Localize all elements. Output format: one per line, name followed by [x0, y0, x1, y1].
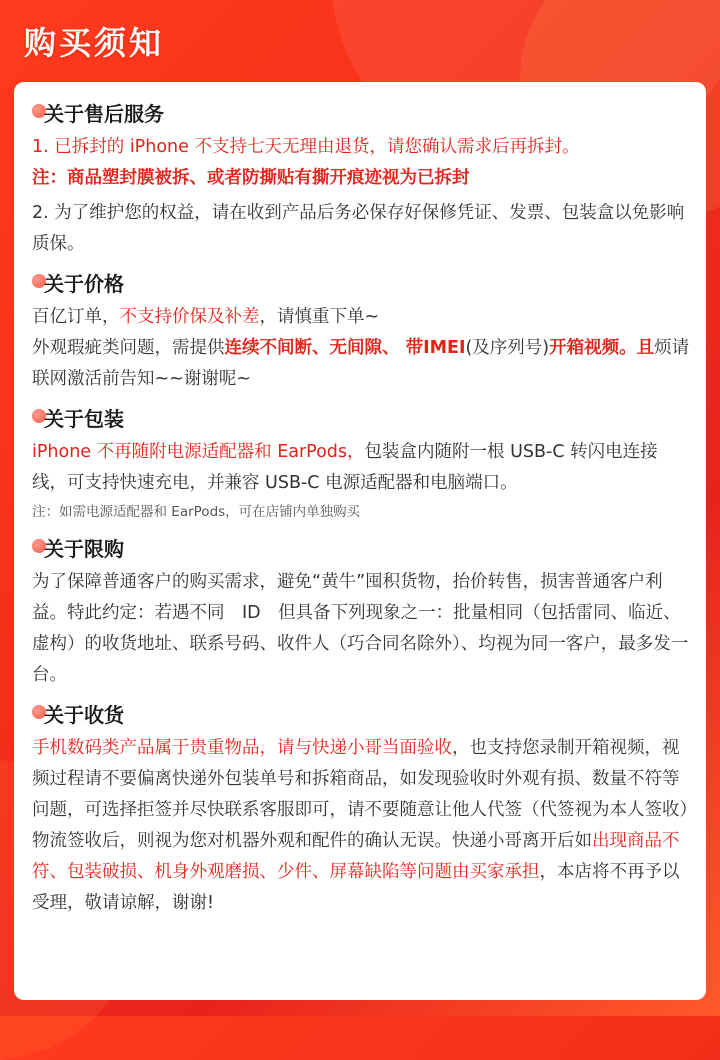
packaging-note: 注：如需电源适配器和 EarPods，可在店铺内单独购买 [32, 504, 361, 520]
section-heading: 关于价格 [32, 266, 690, 302]
section-price [32, 266, 690, 395]
section-purchase-limit [32, 531, 690, 691]
receiving-paragraph-1: 手机数码类产品属于贵重物品，请与快递小哥当面验收，也支持您录制开箱视频，视频过程请不要偏离快递外包装单号和拆箱商品，如发现验收时外观有损、数量不符等问题，可选择拒签并尽快联系客服即可，请不要随意让他人代签（代签视为本人签收） [32, 738, 697, 820]
packaging-paragraph: iPhone 不再随附电源适配器和 EarPods，包装盒内随附一根 USB-C 转闪电连接线，可支持快速充电，并兼容 USB-C 电源适配器和电脑端口。 [32, 442, 658, 493]
section-heading: 关于包装 [32, 401, 690, 437]
section-packaging [32, 401, 690, 525]
page-title: 购买须知 [24, 24, 165, 62]
after-sales-note: 注：商品塑封膜被拆、或者防撕贴有撕开痕迹视为已拆封 [32, 168, 470, 188]
section-heading: 关于收货 [32, 697, 690, 733]
after-sales-rule-2: 2. 为了维护您的权益，请在收到产品后务必保存好保修凭证、发票、包装盒以免影响质保。 [32, 203, 685, 254]
section-after-sales [32, 96, 690, 260]
after-sales-rule-1: 1. 已拆封的 iPhone 不支持七天无理由退货，请您确认需求后再拆封。 [32, 137, 580, 157]
price-paragraph-2: 外观瑕疵类问题，需提供连续不间断、无间隙、 带IMEI(及序列号)开箱视频。且烦请联网激活前告知~~谢谢呢~ [32, 338, 690, 389]
section-heading: 关于售后服务 [32, 96, 690, 132]
section-receiving [32, 697, 697, 919]
section-heading: 关于限购 [32, 531, 690, 567]
purchase-limit-paragraph: 为了保障普通客户的购买需求，避免“黄牛”囤积货物，抬价转售，损害普通客户利益。特此约定：若遇不同 ID 但具备下列现象之一：批量相同（包括雷同、临近、虚构）的收货地址、联系号码、收件人（巧合同名除外）、均视为同一客户，最多发一台。 [32, 572, 689, 685]
receiving-paragraph-2: 物流签收后，则视为您对机器外观和配件的确认无误。快递小哥离开后如出现商品不符、包装破损、机身外观磨损、少件、屏幕缺陷等问题由买家承担，本店将不再予以受理，敬请谅解，谢谢! [32, 831, 680, 913]
notice-card [14, 82, 706, 1000]
price-paragraph-1: 百亿订单，不支持价保及补差，请慎重下单~ [32, 307, 380, 327]
